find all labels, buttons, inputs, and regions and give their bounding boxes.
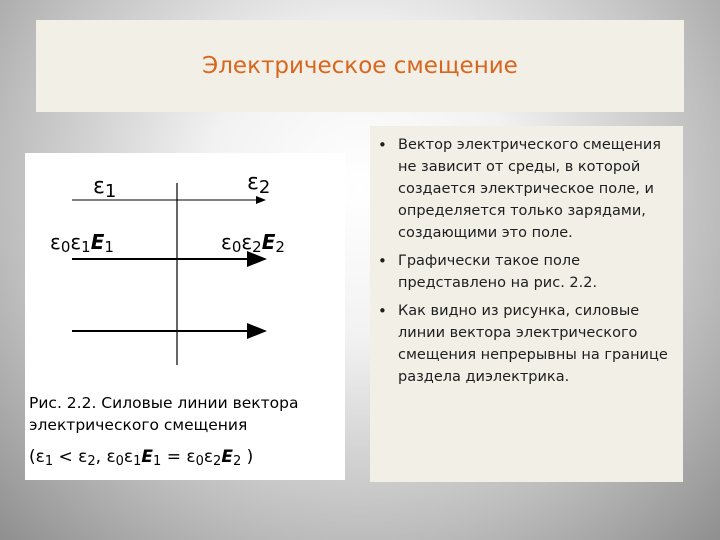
label-D1: ε0ε1E1 xyxy=(50,230,114,256)
caption-line-2: электрического смещения xyxy=(29,416,248,434)
slide-title: Электрическое смещение xyxy=(202,53,518,79)
bullet-item xyxy=(370,134,673,244)
bullet-text: Графически такое поле представлено на рис. 2.2. xyxy=(398,253,598,291)
bullet-dot-icon: • xyxy=(378,136,387,154)
bullet-list xyxy=(370,126,683,388)
title-box xyxy=(36,20,684,112)
bullet-dot-icon: • xyxy=(378,302,387,320)
label-eps2: ε2 xyxy=(247,170,271,198)
bullet-text: Вектор электрического смещения не зависит от среды, в которой создается электрическое поле, и определяется только зарядами, создающими это поле. xyxy=(398,137,661,241)
bullets-panel xyxy=(370,126,683,482)
label-eps1: ε1 xyxy=(93,174,117,202)
bullet-dot-icon: • xyxy=(378,252,387,270)
label-D2: ε0ε2E2 xyxy=(221,230,285,256)
figure-panel xyxy=(25,153,345,480)
caption-line-1: Рис. 2.2. Силовые линии вектора xyxy=(29,394,299,412)
caption-formula: (ε1 < ε2, ε0ε1E1 = ε0ε2E2 ) xyxy=(29,447,254,469)
bullet-text: Как видно из рисунка, силовые линии вектора электрического смещения непрерывны на границе раздела диэлектрика. xyxy=(398,303,668,385)
bullet-item xyxy=(370,250,673,294)
field-lines-figure xyxy=(25,153,345,480)
bullet-item xyxy=(370,300,673,388)
